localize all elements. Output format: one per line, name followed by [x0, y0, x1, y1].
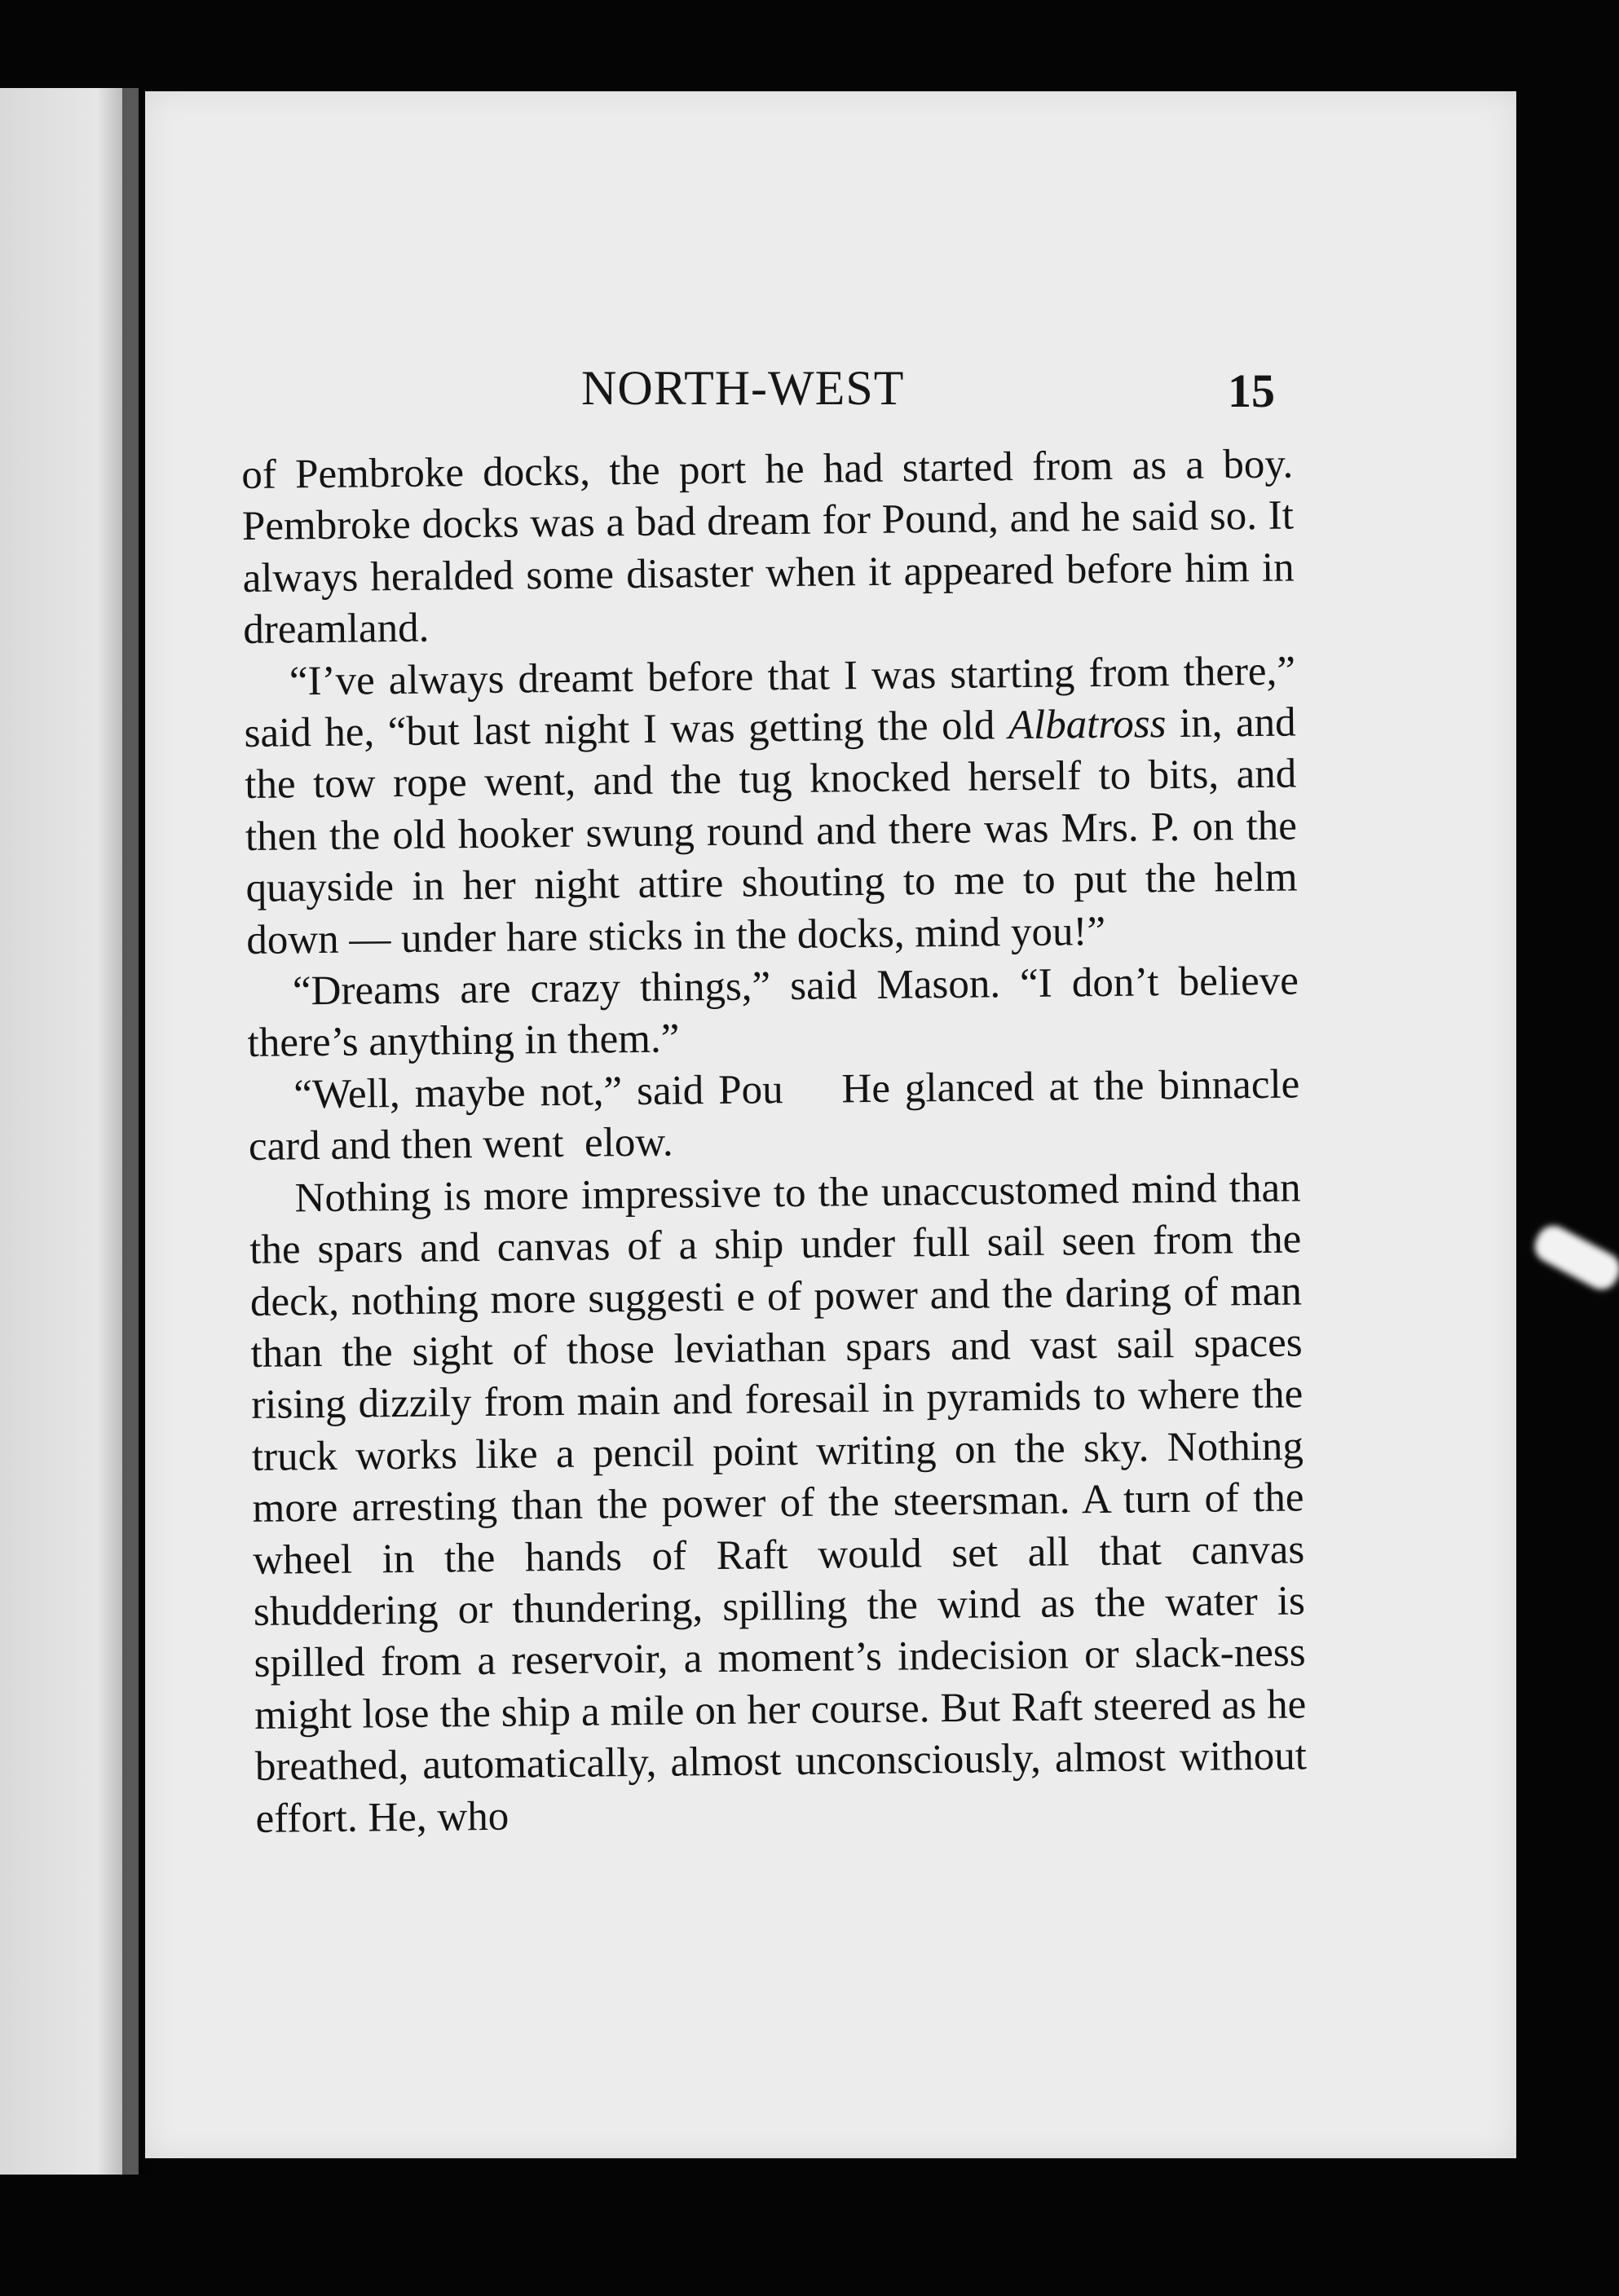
paragraph-text: of Pembroke docks, the port he had started from as a boy. Pembroke docks was a bad dream for Pound, and he said so. It always heralded some disaster when it appeared before him in dreamland. — [241, 441, 1295, 654]
paragraph-text: “I’ve always dreamt before that I was starting from there,” said he, “but last night I was getting the old — [244, 648, 1296, 757]
paragraph — [248, 1059, 1311, 1173]
paragraph-text: in, and the tow rope went, and the tug knocked herself to bits, and then the old hooker swung round and there was Mrs. P. on the quayside in her night attire shouting to me to put the helm down — under hare sticks in the docks, mind you!” — [245, 699, 1298, 963]
paragraph-text: “Dreams are crazy things,” said Mason. “I don’t believe there’s anything in them.” — [247, 958, 1299, 1067]
paragraph — [247, 956, 1299, 1070]
page-number: 15 — [1228, 364, 1275, 417]
running-head — [145, 360, 1516, 425]
facing-page-edge — [0, 88, 139, 2175]
paragraph — [244, 646, 1299, 967]
paragraph — [249, 1162, 1308, 1845]
body-text — [241, 438, 1311, 1844]
ship-name: Albatross — [1008, 701, 1167, 749]
paragraph — [241, 438, 1295, 656]
book-page — [145, 91, 1516, 2158]
paragraph-text: Nothing is more impressive to the unaccustomed mind than the spars and canvas of a ship under full sail seen from the deck, nothing more suggesti e of power and the daring of man than the sight of those leviathan spars and vast sail spaces rising dizzily from main and foresail in pyramids to where the truck works like a pencil point writing on the sky. Nothing more arresting than the power of the steersman. A turn of the wheel in the hands of Raft would set all that canvas shuddering or thundering, spilling the wind as the water is spilled from a reservoir, a moment’s indecision or slack-ness might lose the ship a mile on her course. But Raft steered as he breathed, automatically, almost unconsciously, almost without effort. He, who — [249, 1165, 1308, 1842]
paragraph-text: “Well, maybe not,” said Pou He glanced at the binnacle card and then went elow. — [248, 1061, 1311, 1170]
running-title: NORTH-WEST — [581, 361, 905, 415]
